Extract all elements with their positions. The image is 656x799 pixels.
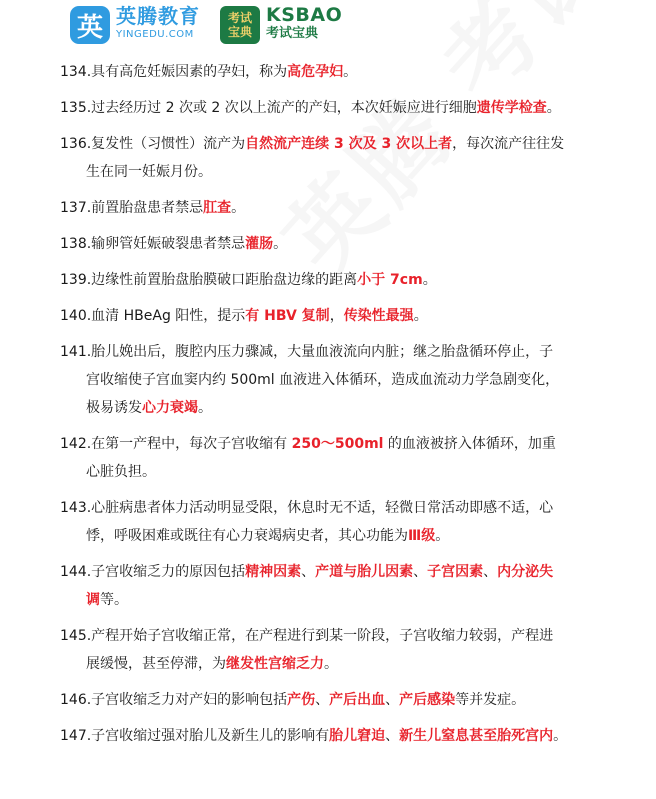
body-text: 134.具有高危妊娠因素的孕妇，称为 [60,64,288,80]
body-text: 展缓慢，甚至停滞，为 [86,656,226,672]
list-item [60,58,608,86]
highlight-text: 内分泌失 [497,564,554,580]
item-gap [60,122,608,130]
item-gap [60,86,608,94]
highlight-text: 有 HBV 复制 [245,308,330,324]
item-gap [60,330,608,338]
body-text: 。 [435,528,450,544]
highlight-text: 小于 7cm [357,272,423,288]
text-line [60,686,608,714]
body-text: 142.在第一产程中，每次子宫收缩有 [60,436,292,452]
body-text: 生在同一妊娠月份。 [86,164,212,180]
text-line [60,586,608,614]
text-line [60,522,608,550]
text-line [60,622,608,650]
text-line [60,494,608,522]
body-text: 146.子宫收缩乏力对产妇的影响包括 [60,692,288,708]
text-line [60,94,608,122]
body-text: 139.边缘性前置胎盘胎膜破口距胎盘边缘的距离 [60,272,358,288]
yingedu-brand [116,4,200,41]
highlight-text: 心力衰竭 [142,400,198,416]
item-gap [60,550,608,558]
highlight-text: 调 [86,592,100,608]
highlight-text: 胎儿窘迫 [329,728,386,744]
list-item [60,130,608,186]
body-text: 。 [546,100,561,116]
item-gap [60,714,608,722]
highlight-text: 产道与胎儿因素 [315,564,414,580]
body-text: 、 [385,692,400,708]
text-line [60,266,608,294]
text-line [60,650,608,678]
body-text: 悸，呼吸困难或既往有心力衰竭病史者，其心功能为 [86,528,408,544]
ksbao-brand-en: KSBAO [266,4,343,26]
ksbao-brand-cn: 考试宝典 [266,26,319,41]
highlight-text: 传染性最强 [343,308,414,324]
body-text: 。 [553,728,568,744]
list-item [60,558,608,614]
body-text: 143.心脏病患者体力活动明显受限，休息时无不适，轻微日常活动即感不适，心 [60,500,554,516]
highlight-text: 子宫因素 [427,564,484,580]
item-gap [60,186,608,194]
yingedu-domain: YINGEDU.COM [116,29,194,40]
document-body [60,58,608,750]
body-text: 。 [413,308,428,324]
body-text: 137.前置胎盘患者禁忌 [60,200,204,216]
highlight-text: 遗传学检查 [476,100,547,116]
list-item [60,494,608,550]
body-text: 。 [324,656,338,672]
body-text: 。 [422,272,437,288]
body-text: 、 [315,692,330,708]
body-text: 等。 [100,592,128,608]
item-gap [60,258,608,266]
item-gap [60,678,608,686]
ksbao-logo-top: 考试 [227,11,252,25]
yingedu-brand-name: 英腾教育 [116,4,200,28]
list-item [60,722,608,750]
body-text: 等并发症。 [455,692,526,708]
text-line [60,366,608,394]
text-line [60,158,608,186]
item-gap [60,486,608,494]
text-line [60,722,608,750]
body-text: 、 [483,564,498,580]
list-item [60,302,608,330]
text-line [60,430,608,458]
text-line [60,458,608,486]
list-item [60,194,608,222]
item-gap [60,614,608,622]
list-item [60,94,608,122]
body-text: 。 [343,64,358,80]
list-item [60,266,608,294]
list-item [60,622,608,678]
body-text: 141.胎儿娩出后，腹腔内压力骤减，大量血液流向内脏；继之胎盘循环停止，子 [60,344,554,360]
body-text: 147.子宫收缩过强对胎儿及新生儿的影响有 [60,728,330,744]
ksbao-brand [266,4,342,42]
yingedu-logo-icon: 英 [70,6,110,44]
highlight-text: Ⅲ级 [408,528,436,544]
list-item [60,230,608,258]
text-line [60,230,608,258]
text-line [60,338,608,366]
body-text: 、 [385,728,400,744]
text-line [60,58,608,86]
highlight-text: 自然流产连续 3 次及 3 次以上者 [245,136,453,152]
text-line [60,394,608,422]
ksbao-logo-bottom: 宝典 [227,25,252,39]
text-line [60,130,608,158]
highlight-text: 肛查 [203,200,232,216]
highlight-text: 产伤 [287,692,316,708]
body-text: ，每次流产往往发 [452,136,565,152]
body-text: 、 [301,564,316,580]
text-line [60,302,608,330]
highlight-text: 产后出血 [329,692,386,708]
item-gap [60,222,608,230]
body-text: 宫收缩使子宫血窦内约 500ml 血液进入体循环，造成血流动力学急剧变化， [86,372,560,388]
ksbao-logo-icon [220,6,260,44]
item-gap [60,422,608,430]
body-text: 心脏负担。 [86,464,156,480]
body-text: 、 [413,564,428,580]
body-text: 145.产程开始子宫收缩正常，在产程进行到某一阶段，子宫收缩力较弱，产程进 [60,628,554,644]
highlight-text: 高危孕妇 [287,64,344,80]
list-item [60,338,608,422]
list-item [60,686,608,714]
highlight-text: 精神因素 [245,564,302,580]
body-text: 140.血清 HBeAg 阳性，提示 [60,308,246,324]
highlight-text: 250～500ml [291,436,384,452]
highlight-text: 产后感染 [399,692,456,708]
body-text: ， [329,308,344,324]
highlight-text: 继发性宫缩乏力 [226,656,324,672]
highlight-text: 灌肠 [245,236,274,252]
body-text: 136.复发性（习惯性）流产为 [60,136,246,152]
body-text: 144.子宫收缩乏力的原因包括 [60,564,246,580]
item-gap [60,294,608,302]
list-item [60,430,608,486]
text-line [60,194,608,222]
body-text: 极易诱发 [86,400,142,416]
body-text: 135.过去经历过 2 次或 2 次以上流产的产妇，本次妊娠应进行细胞 [60,100,477,116]
page-header [70,2,400,48]
body-text: 138.输卵管妊娠破裂患者禁忌 [60,236,246,252]
highlight-text: 新生儿窒息甚至胎死宫内 [399,728,554,744]
body-text: 。 [198,400,212,416]
text-line [60,558,608,586]
body-text: 。 [231,200,246,216]
body-text: 的血液被挤入体循环，加重 [383,436,556,452]
body-text: 。 [273,236,288,252]
